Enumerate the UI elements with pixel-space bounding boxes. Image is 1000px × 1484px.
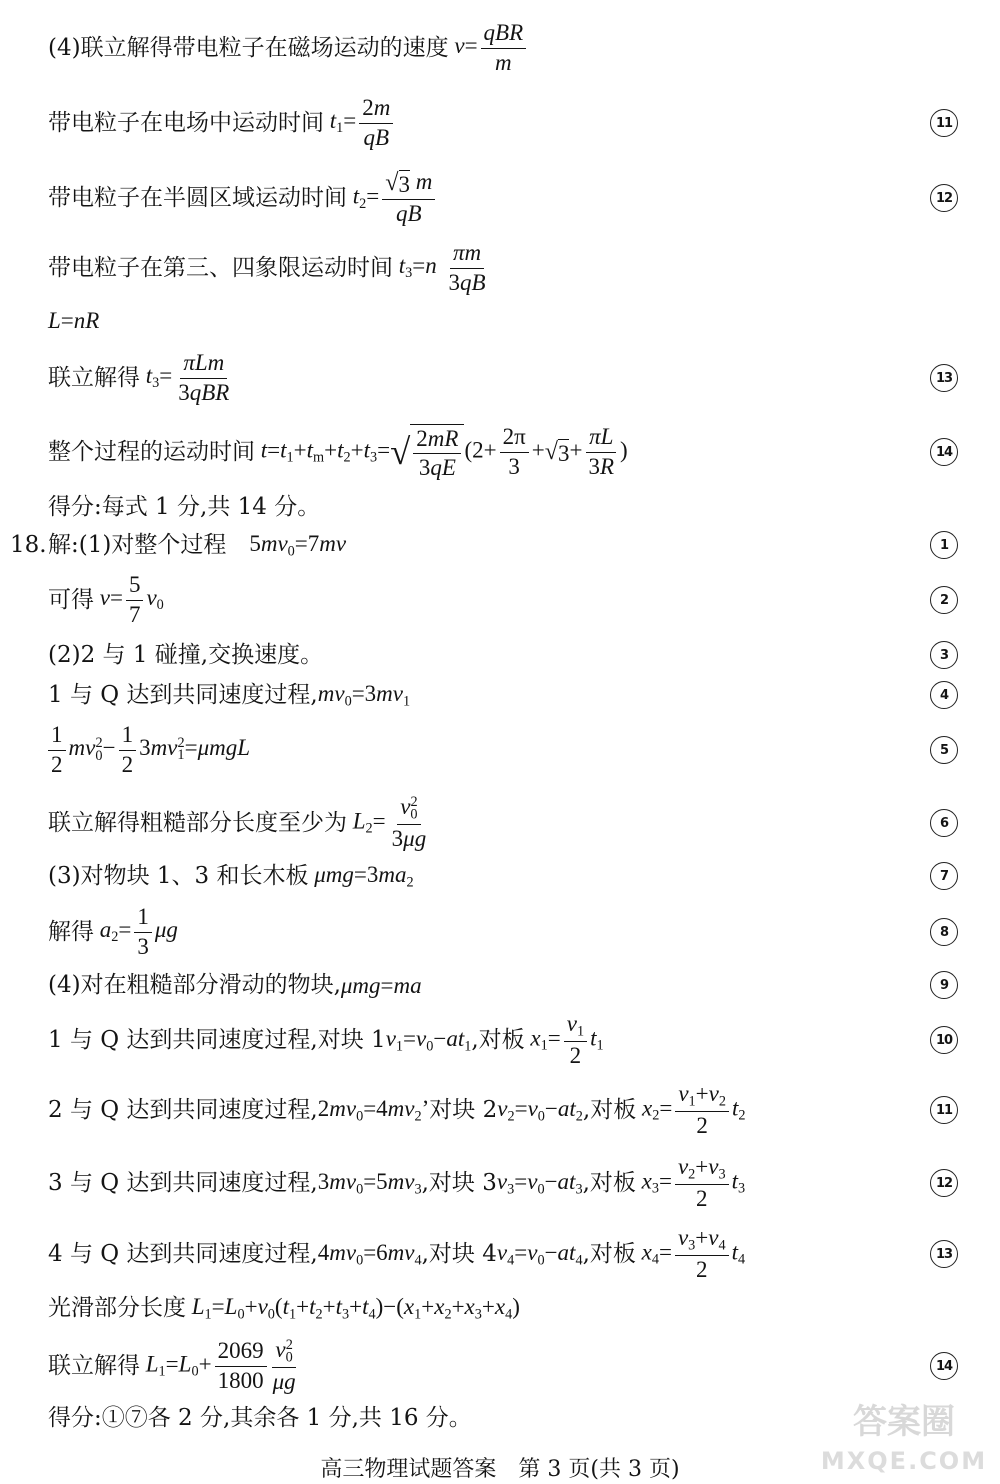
- formula: $mv_0=3mv_1$: [317, 680, 411, 709]
- equation-number-mark: 4: [930, 681, 958, 709]
- equation-number-mark: 7: [930, 862, 958, 890]
- equation-number-mark: 2: [930, 586, 958, 614]
- formula: $L_1=L_0+$ $\frac{2069}{1800}$ $\frac{v_0^2}{\mu g}$: [140, 1336, 296, 1395]
- line-text: 1 与 Q 达到共同速度过程,对块 1: [48, 1026, 386, 1053]
- watermark-logo: [814, 1395, 994, 1475]
- line-text: 整个过程的运动时间: [48, 438, 255, 465]
- line-t1: [48, 88, 920, 158]
- question-number: 18.: [10, 531, 47, 558]
- equation-number-mark: 8: [930, 918, 958, 946]
- equation-number-mark: 6: [930, 809, 958, 837]
- equation-number-mark: 14: [930, 438, 958, 466]
- formula: $3mv_0=5mv_3$: [317, 1168, 422, 1197]
- line-text: (4)联立解得带电粒子在磁场运动的速度: [48, 34, 449, 61]
- formula: $2mv_0=4mv_2$’: [317, 1095, 430, 1124]
- formula: $x_2=$ $\frac{v_1+v_2}{2}$ $t_2$: [636, 1080, 746, 1139]
- line-text: (4)对在粗糙部分滑动的物块,: [48, 971, 341, 998]
- line-velocity: [48, 13, 920, 83]
- line-text: 解得: [48, 918, 94, 945]
- line-text: (3)对物块 1、3 和长木板: [48, 862, 309, 889]
- line-block-3: [48, 1148, 920, 1218]
- line-t2: [48, 163, 920, 233]
- formula: $t_2=$ √ 3 m qB: [347, 170, 438, 226]
- line-text: 联立解得: [48, 1352, 140, 1379]
- equation-number-mark: 3: [930, 641, 958, 669]
- line-text: ,对板: [471, 1026, 525, 1053]
- equation-number-mark: 5: [930, 736, 958, 764]
- line-energy: [48, 715, 920, 785]
- formula: $v_1=v_0-at_1$: [385, 1025, 472, 1054]
- formula: $t_3=$ $\frac{\text{πLm}}{\text{3qBR}}$: [140, 350, 230, 405]
- equation-number-mark: 1: [930, 531, 958, 559]
- formula: $t_3=n$ $\frac{\pi m}{3qB}$: [393, 240, 486, 295]
- line-text: 1 与 Q 达到共同速度过程,: [48, 681, 318, 708]
- line-text: 得分:①⑦各 2 分,其余各 1 分,共 16 分。: [48, 1404, 472, 1431]
- equation-number-mark: 14: [930, 1352, 958, 1380]
- line-text: ,对板: [582, 1096, 637, 1123]
- line-text: 带电粒子在半圆区域运动时间: [48, 184, 347, 211]
- line-text: ,对板: [582, 1240, 636, 1267]
- equation-number-mark: 10: [930, 1026, 958, 1054]
- line-text: ,对块 4: [421, 1240, 497, 1267]
- formula: v= $\frac{\text{qBR}}{m}$: [449, 21, 530, 74]
- equation-number-mark: 9: [930, 971, 958, 999]
- line-text: 联立解得粗糙部分长度至少为: [48, 809, 347, 836]
- line-block-2: [48, 1075, 920, 1145]
- equation-number-mark: 12: [930, 1169, 958, 1197]
- formula: $a_2=$ $\frac{1}{3}$ μg: [94, 904, 178, 959]
- line-t3-result: [48, 343, 920, 413]
- equation-number-mark: 13: [930, 1240, 958, 1268]
- line-text: 联立解得: [48, 364, 140, 391]
- line-text: ,对块 3: [421, 1169, 497, 1196]
- formula: v= $\frac{5}{7}$ $v_0$: [94, 572, 164, 627]
- line-text: 3 与 Q 达到共同速度过程,: [48, 1169, 318, 1196]
- formula: $\mu mg=3ma_2$: [308, 861, 414, 890]
- line-text: 带电粒子在电场中运动时间: [48, 109, 324, 136]
- line-text: ,对板: [582, 1169, 636, 1196]
- formula: $L_1=L_0+v_0(t_1+t_2+t_3+t_4)-(x_1+x_2+x_3+x_4)$: [186, 1293, 520, 1322]
- line-text: 4 与 Q 达到共同速度过程,: [48, 1240, 318, 1267]
- formula: $5mv_0=7mv$: [249, 530, 347, 559]
- line-text: (2)2 与 1 碰撞,交换速度。: [48, 641, 324, 668]
- line-text: 2 与 Q 达到共同速度过程,: [48, 1096, 318, 1123]
- watermark-top-text: 答案圈: [853, 1402, 955, 1442]
- equation-number-mark: 12: [930, 184, 958, 212]
- formula: $x_3=$ $\frac{v_2+v_3}{2}$ $t_3$: [635, 1153, 746, 1212]
- formula: $x_1=$ $\frac{v_1}{2}$ $t_1$: [524, 1010, 604, 1069]
- watermark-bottom-text: MXQE.COM: [820, 1447, 988, 1475]
- formula: μmg=ma: [340, 972, 422, 998]
- page-footer: 高三物理试题答案 第 3 页(共 3 页): [320, 1457, 680, 1482]
- formula: $v_2=v_0-at_2$: [497, 1095, 583, 1124]
- formula: $\frac{1}{2}$ $mv_0^2-$ $\frac{1}{2}$ $3mv_1^2=\mu mgL$: [48, 723, 250, 776]
- equation-number-mark: 11: [930, 109, 958, 137]
- line-text: 光滑部分长度: [48, 1294, 186, 1321]
- line-text: 得分:每式 1 分,共 14 分。: [48, 493, 321, 520]
- line-text: 带电粒子在第三、四象限运动时间: [48, 254, 393, 281]
- line-text: 可得: [48, 586, 94, 613]
- line-text: 对块 2: [429, 1096, 498, 1123]
- formula: $t=t_1+t_m+t_2+t_3=$ √ $\frac{2mR}{3qE}$ (2+ $\frac{2\pi}{3}$ + √ 3 + $\frac{\pi L}{3R}$ ): [255, 424, 628, 480]
- formula: $v_3=v_0-at_3$: [496, 1168, 583, 1197]
- equation-number-mark: 13: [930, 364, 958, 392]
- formula: $x_4=$ $\frac{v_3+v_4}{2}$ $t_4$: [635, 1224, 746, 1283]
- formula: L=nR: [48, 307, 100, 333]
- line-score-18: [48, 1383, 920, 1453]
- formula: $t_1=$ $\frac{2m}{qB}$: [324, 96, 396, 149]
- formula: $L_2=$ $\frac{v_0^2}{3\mu g}$: [347, 793, 427, 852]
- line-block-1: [48, 1005, 920, 1075]
- equation-number-mark: 11: [930, 1096, 958, 1124]
- line-text: 解:(1)对整个过程: [48, 531, 227, 558]
- formula: $4mv_0=6mv_4$: [317, 1239, 422, 1268]
- formula: $v_4=v_0-at_4$: [496, 1239, 583, 1268]
